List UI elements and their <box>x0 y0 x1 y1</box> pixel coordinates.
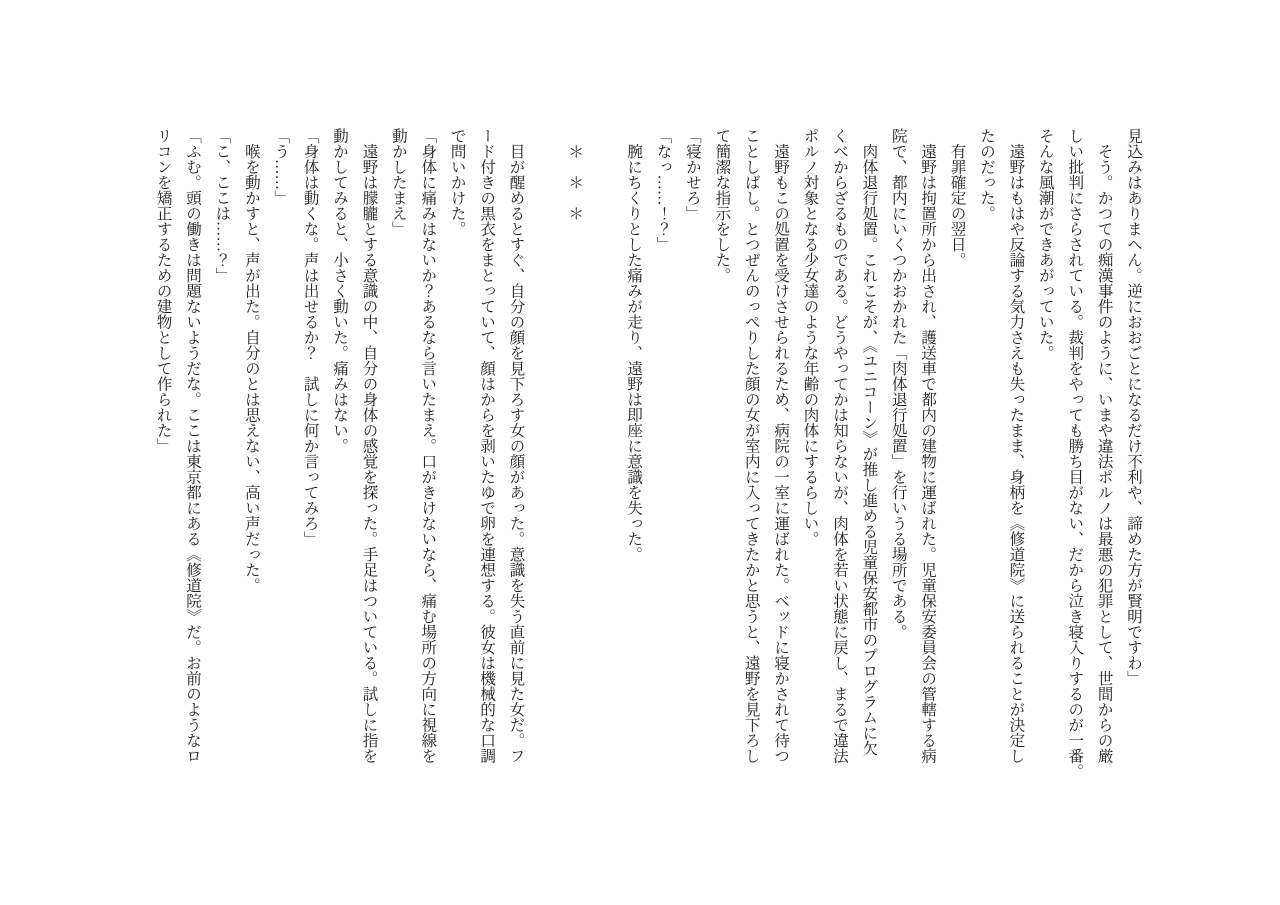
text-line: 肉体退行処置。これこそが、《ユニコーン》が推し進める児童保安都市のプログラムに欠 <box>860 128 878 756</box>
text-line: そう。かつての痴漢事件のように、いまや違法ポルノは最悪の犯罪として、世間からの厳 <box>1095 128 1113 764</box>
text-line: 動かしてみると、小さく動いた。痛みはない。 <box>331 128 349 454</box>
text-line: て簡潔な指示をした。 <box>713 128 731 283</box>
text-line: 動かしたまえ」 <box>389 128 407 237</box>
text-line: 「身体に痛みはないか？あるなら言いたまえ。口がきけないなら、痛む場所の方向に視線を <box>419 128 437 764</box>
blank-line <box>530 128 559 784</box>
text-line: 喉を動かすと、声が出た。自分のとは思えない、高い声だった。 <box>242 128 260 593</box>
section-divider: ＊ ＊ ＊ <box>566 128 584 221</box>
text-line: 「こ、ここは……？」 <box>213 128 231 283</box>
text-line: 腕にちくりとした痛みが走り、遠野は即座に意識を失った。 <box>625 128 643 562</box>
text-line: 「寝かせろ」 <box>683 128 701 221</box>
text-line: 遠野は朦朧とする意識の中、自分の身体の感覚を探った。手足はついている。試しに指を <box>360 128 378 764</box>
text-line: 遠野は拘置所から出され、護送車で都内の建物に運ばれた。児童保安委員会の管轄する病 <box>919 128 937 764</box>
text-line: で問いかけた。 <box>448 128 466 237</box>
text-line: 見込みはありまへん。逆におおごとになるだけ不利や、諦めた方が賢明ですわ」 <box>1125 128 1142 686</box>
text-line: 「う……」 <box>272 128 290 206</box>
text-line: 遠野はもはや反論する気力さえも失ったまま、身柄を《修道院》に送られることが決定し <box>1007 128 1025 764</box>
text-line: くべからざるものである。どうやってかは知らないが、肉体を若い状態に戻し、まるで違法 <box>830 128 848 764</box>
text-line: 有罪確定の翌日。 <box>948 128 966 268</box>
text-line: ことしばし。とつぜんのっぺりした顔の女が室内に入ってきたかと思うと、遠野を見下ろし <box>742 128 760 764</box>
text-line: 「身体は動くな。声は出せるか？ 試しに何か言ってみろ」 <box>301 128 319 547</box>
text-line: 遠野もこの処置を受けさせられるため、病院の一室に運ばれた。ベッドに寝かされて待つ <box>772 128 790 764</box>
text-line: 「ふむ。頭の働きは問題ないようだな。ここは東京都にある《修道院》だ。お前のようなロ <box>184 128 201 764</box>
text-line: そんな風潮ができあがっていた。 <box>1036 128 1054 361</box>
blank-line <box>589 128 618 784</box>
text-line: ポルノ対象となる少女達のような年齢の肉体にするらしい。 <box>801 128 819 547</box>
text-line: 「なっ……！？」 <box>654 128 672 252</box>
text-line: しい批判にさらされている。裁判をやっても勝ち目がない、だから泣き寝入りするのが一番。 <box>1066 128 1084 779</box>
vertical-text-block <box>148 128 1148 784</box>
text-line: リコンを矯正するための建物として作られた」 <box>154 128 172 454</box>
text-line: 院で、都内にいくつかおかれた「肉体退行処置」を行いうる場所である。 <box>889 128 907 640</box>
text-line: ード付きの黒衣をまとっていて、顔はからを剥いたゆで卵を連想する。彼女は機械的な口調 <box>478 128 496 764</box>
text-line: 目が醒めるとすぐ、自分の顔を見下ろす女の顔があった。意識を失う直前に見た女だ。フ <box>507 128 525 764</box>
text-line: たのだった。 <box>977 128 995 221</box>
